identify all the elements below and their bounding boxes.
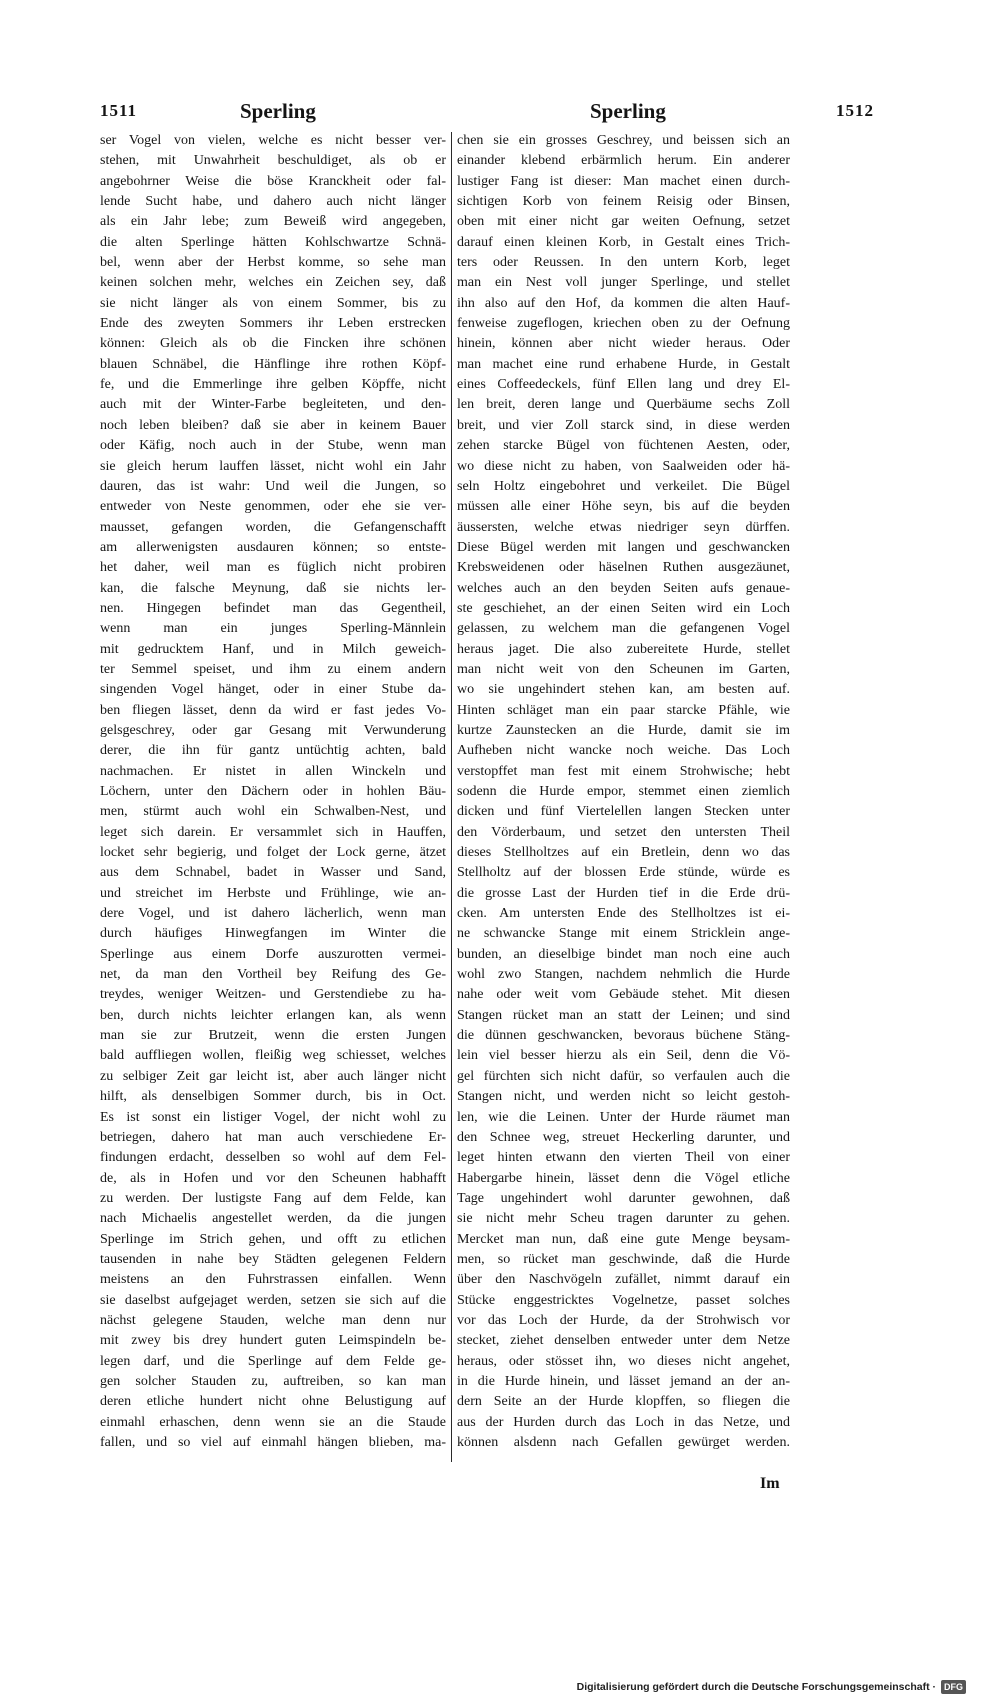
right-line: stecket, ziehet denselben entweder unter dem Netze	[457, 1333, 790, 1349]
right-line: lustiger Fang ist dieser: Man machet einen durch-	[457, 173, 790, 189]
left-line: mit gedrucktem Hanf, und in Milch geweich-	[100, 641, 446, 657]
right-line: den Schnee weg, streuet Heckerling darunter, und	[457, 1129, 790, 1145]
left-line: nach Michaelis angestellet werden, da die jungen	[100, 1211, 446, 1227]
left-line: noch leben bleiben? daß sie aber in keinem Bauer	[100, 417, 446, 433]
running-title-left: Sperling	[240, 99, 316, 123]
left-line: gen solcher Stauden zu, auftreiben, so kan man	[100, 1373, 446, 1389]
right-line: Stellholtz auf der blossen Erde stünde, würde es	[457, 865, 790, 881]
right-line: aus der Hurden durch das Loch in das Netze, und	[457, 1414, 790, 1430]
right-line: cken. Am untersten Ende des Stellholtzes ist ei-	[457, 906, 790, 922]
right-line: sodenn die Hurde empor, stemmet einen ziemlich	[457, 784, 790, 799]
funding-credit: Digitalisierung gefördert durch die Deutsche Forschungsgemeinschaft ·	[576, 1681, 936, 1693]
right-line: die dünnen geschwancken, bevoraus büchene Stäng-	[457, 1028, 790, 1044]
right-line: Stücke enggestricktes Vogelnetze, passet solches	[457, 1292, 790, 1308]
right-line: lein viel besser hierzu als ein Seil, denn die Vö-	[457, 1048, 790, 1064]
right-line: müssen alle einer Höhe seyn, bis auf die beyden	[457, 499, 790, 515]
right-line: len, wie die Leinen. Unter der Hurde räumet man	[457, 1109, 790, 1125]
right-line: darauf einen kleinen Korb, in Gestalt eines Trich-	[457, 234, 790, 250]
left-line: sie gleich herum lauffen lässet, nicht wohl ein Jahr	[100, 458, 446, 474]
left-line: bel, wenn aber der Herbst komme, so sehe man	[100, 255, 446, 271]
left-line: mausset, gefangen worden, die Gefangenschafft	[100, 519, 446, 535]
left-line: hilft, als denselbigen Sommer durch, bis in Oct.	[100, 1089, 446, 1105]
left-line: zu werden. Der lustigste Fang auf dem Felde, kan	[100, 1190, 446, 1206]
digitization-footer	[577, 1679, 966, 1695]
right-line: ters oder Reussen. In den untern Korb, leget	[457, 255, 790, 271]
right-line: fenweise zugeflogen, kriechen oben zu der Oefnung	[457, 316, 790, 332]
right-line: die grosse Last der Hurden tief in die Erde drü-	[457, 885, 790, 901]
left-line: meistens an den Fuhrstrassen einfallen. Wenn	[100, 1272, 446, 1288]
left-line: entweder von Neste genommen, oder ehe sie ver-	[100, 499, 446, 515]
left-line: treydes, weniger Weitzen- und Gerstendiebe zu ha-	[100, 987, 446, 1003]
left-line: net, da man den Vortheil bey Reifung des Ge-	[100, 967, 446, 983]
right-line: wohl zwo Stangen, nachdem nehmlich die Hurde	[457, 967, 790, 983]
left-line: stehen, mit Unwahrheit beschuldiget, als ob er	[100, 153, 446, 169]
left-line: oder Käfig, noch auch in der Stube, wenn man	[100, 438, 446, 454]
right-line: eines Coffeedeckels, fünf Ellen lang und drey El-	[457, 377, 790, 393]
left-line: aus dem Schnabel, badet in Wasser und Sand,	[100, 865, 446, 881]
left-line: nachmachen. Er nistet in allen Winckeln und	[100, 763, 446, 779]
right-line: seln Holtz eingebohret und verkeilet. Die Bügel	[457, 478, 790, 494]
left-line: am allerwenigsten ausdauren können; so entste-	[100, 539, 446, 555]
left-line: nen. Hingegen befindet man das Gegentheil,	[100, 600, 446, 616]
right-line: man machet eine rund erhabene Hurde, in Gestalt	[457, 356, 790, 372]
left-line: Ende des zweyten Sommers ihr Leben erstrecken	[100, 316, 446, 332]
right-line: breit, und vier Zoll starck sind, in diese werden	[457, 417, 790, 433]
left-line: keinen solchen mehr, welches ein Zeichen sey, daß	[100, 275, 446, 291]
left-line: wenn man ein junges Sperling-Männlein	[100, 621, 446, 637]
left-line: auch mit der Winter-Farbe begleiteten, und den-	[100, 397, 446, 413]
left-line: singenden Vogel hänget, oder in einer Stube da-	[100, 682, 446, 698]
right-line: Hinten schläget man ein paar starcke Pfähle, wie	[457, 702, 790, 718]
right-line: men, so rücket man geschwinde, daß die Hurde	[457, 1251, 790, 1267]
left-line: bald auffliegen wollen, fleißig weg schiesset, welches	[100, 1048, 446, 1064]
left-line: tausenden in nahe bey Städten gelegenen Feldern	[100, 1251, 446, 1267]
dfg-logo: DFG	[941, 1680, 966, 1694]
left-line: Sperlinge aus einem Dorfe auszurotten vermei-	[100, 946, 446, 962]
right-line: nahe oder weit vom Gebäude stehet. Mit diesen	[457, 987, 790, 1003]
left-line: Sperlinge im Strich gehen, und offt zu etlichen	[100, 1231, 446, 1247]
left-line: betriegen, dahero hat man auch verschiedene Er-	[100, 1129, 446, 1145]
left-line: fe, und die Emmerlinge ihre gelben Köpffe, nicht	[100, 377, 446, 393]
left-line: locket sehr begierig, und folget der Lock gerne, ätzet	[100, 845, 446, 861]
left-line: de, als in Hofen und vor den Scheunen habhafft	[100, 1170, 446, 1186]
left-line: sie nicht länger als von einem Sommer, bis zu	[100, 295, 446, 311]
right-line: kurtze Zaunstecken an die Hurde, damit sie im	[457, 722, 790, 738]
right-line: oben mit einer nicht gar weiten Oefnung, setzet	[457, 214, 790, 230]
left-line: ben fliegen lässet, denn da wird er fast jedes Vo-	[100, 702, 446, 718]
right-line: wo sie ungehindert stehen kan, am besten auf.	[457, 682, 790, 698]
right-line: man nicht weit von den Scheunen im Garten,	[457, 661, 790, 677]
left-line: blauen Schnäbel, die Hänflinge ihre rothen Köpf-	[100, 356, 446, 372]
left-line: dere Vogel, und ist dahero lächerlich, wenn man	[100, 906, 446, 922]
right-line: ne schwancke Stange mit einem Stricklein ange-	[457, 926, 790, 942]
right-line: chen sie ein grosses Geschrey, und beissen sich an	[457, 133, 790, 148]
left-line: und streichet im Herbste und Frühlinge, wie an-	[100, 885, 446, 901]
right-line: den Vörderbaum, und setzet den untersten Theil	[457, 824, 790, 840]
left-line: dauren, das ist wahr: Und weil die Jungen, so	[100, 478, 446, 494]
left-line: nächst gelegene Stauden, welche man denn nur	[100, 1312, 446, 1328]
left-line: einmahl erhaschen, denn wenn sie an die Staude	[100, 1414, 446, 1430]
right-line: Stangen rücket man an statt der Leinen; und sind	[457, 1007, 790, 1023]
right-line: äussersten, welche etwas niedriger seyn dürffen.	[457, 519, 790, 535]
left-line: zu selbiger Zeit gar leicht ist, aber auch länger nicht	[100, 1068, 446, 1084]
right-line: dern Seite an der Hurde klopffen, so fliegen die	[457, 1394, 790, 1410]
right-line: ste geschiehet, an der einen Seiten wird ein Loch	[457, 600, 790, 616]
left-line: können: Gleich als ob die Fincken ihre schönen	[100, 336, 446, 352]
right-line: welches auch an den beyden Seiten aufs genaue-	[457, 580, 790, 596]
left-line: ter Semmel speiset, und ihm zu einem andern	[100, 661, 446, 677]
page-number-left: 1511	[100, 101, 138, 120]
right-line: dieses Stellholtzes auf ein Bretlein, denn wo das	[457, 845, 790, 861]
left-line: als ein Jahr lebe; zum Beweiß wird angegeben,	[100, 214, 446, 230]
right-line: Diese Bügel werden mit langen und geschwancken	[457, 539, 790, 555]
left-line: leget sich darein. Er versammlet sich in Hauffen,	[100, 824, 446, 840]
left-line: derer, die ihn für gantz untüchtig achten, bald	[100, 743, 446, 759]
right-line: ihn also auf den Hof, da kommen die alten Hauf-	[457, 295, 790, 311]
right-line: Krebsweidenen oder häselnen Ruthen ausgezäunet,	[457, 560, 790, 576]
right-line: hinein, können aber nicht wieder heraus. Oder	[457, 336, 790, 352]
left-line: durch häufiges Hinwegfangen im Winter die	[100, 926, 446, 942]
right-line: Stangen nicht, und werden nicht so leicht gestoh-	[457, 1089, 790, 1105]
left-line: Es ist sonst ein listiger Vogel, der nicht wohl zu	[100, 1109, 446, 1125]
right-line: Mercket man nun, daß eine gute Menge beysam-	[457, 1231, 790, 1247]
left-line: gelsgeschrey, oder gar Gesang mit Verwunderung	[100, 722, 446, 738]
right-line: sie nicht mehr Scheu tragen darunter zu gehen.	[457, 1211, 790, 1227]
right-line: dicken und fünf Viertelellen langen Stecken unter	[457, 804, 790, 820]
column-divider	[451, 132, 452, 1462]
left-line: sie daselbst aufgejaget werden, setzen sie sich auf die	[100, 1292, 446, 1308]
right-line: wo diese nicht zu haben, von Saalweiden oder hä-	[457, 458, 790, 474]
right-line: einander klebend erbärmlich herum. Ein anderer	[457, 153, 790, 169]
right-line: len breit, deren lange und Querbäume sechs Zoll	[457, 397, 790, 413]
right-line: heraus jaget. Die also zubereitete Hurde, stellet	[457, 641, 790, 657]
right-line: können alsdenn nach Gefallen gewürget werden.	[457, 1435, 790, 1450]
left-line: man sie zur Brutzeit, wenn die ersten Jungen	[100, 1028, 446, 1044]
left-line: ser Vogel von vielen, welche es nicht besser ver-	[100, 133, 446, 148]
right-line: bunden, an dieselbige bindet man noch eine auch	[457, 946, 790, 962]
right-line: vor das Loch der Hurde, da der Strohwisch vor	[457, 1312, 790, 1328]
right-line: über den Naschvögeln zufället, nimmt darauf ein	[457, 1272, 790, 1288]
left-line: Löchern, unter den Dächern oder in hohlen Bäu-	[100, 784, 446, 799]
left-line: findungen erdacht, desselben so wohl auf dem Fel-	[100, 1150, 446, 1166]
page-number-right: 1512	[836, 101, 874, 120]
right-line: sichtigen Korb von feinem Reisig oder Binsen,	[457, 194, 790, 210]
left-line: mit zwey bis drey hundert guten Leimspindeln be-	[100, 1333, 446, 1349]
right-line: Aufheben nicht wancke noch weiche. Das Loch	[457, 743, 790, 759]
right-line: zehen starcke Bügel von füchtenen Aesten, oder,	[457, 438, 790, 454]
left-line: ben, durch nichts leichter erlangen kan, als wenn	[100, 1007, 446, 1023]
right-line: heraus, oder stösset ihn, wo dieses nicht angehet,	[457, 1353, 790, 1369]
right-line: Tage ungehindert wohl darunter gewohnen, daß	[457, 1190, 790, 1206]
right-line: gelassen, zu welchem man die gefangenen Vogel	[457, 621, 790, 637]
right-line: in die Hurde hinein, und lässet jemand an der an-	[457, 1373, 790, 1389]
right-line: gel fürchten sich nicht dafür, so verfaulen auch die	[457, 1068, 790, 1084]
left-line: fallen, und so viel auf einmahl hängen blieben, ma-	[100, 1435, 446, 1450]
right-line: Habergarbe hinein, lässet denn die Vögel etliche	[457, 1170, 790, 1186]
left-line: legen darf, und die Sperlinge auf dem Felde ge-	[100, 1353, 446, 1369]
right-line: man ein Nest voll junger Sperlinge, und stellet	[457, 275, 790, 291]
left-column	[100, 131, 446, 1453]
right-line: leget hinten etwann den vierten Theil von einer	[457, 1150, 790, 1166]
left-line: het daher, weil man es füglich nicht probiren	[100, 560, 446, 576]
left-line: men, stürmt auch wohl ein Schwalben-Nest, und	[100, 804, 446, 820]
catchword: Im	[760, 1475, 780, 1492]
left-line: kan, die falsche Meynung, daß sie nichts ler-	[100, 580, 446, 596]
left-line: die alten Sperlinge hätten Kohlschwartze Schnä-	[100, 234, 446, 250]
running-title-right: Sperling	[590, 99, 666, 123]
left-line: angebohrner Weise die böse Kranckheit oder fal-	[100, 173, 446, 189]
left-line: deren etliche hundert nicht ohne Belustigung auf	[100, 1394, 446, 1410]
right-column	[457, 131, 790, 1453]
right-line: verstopffet man fest mit einem Strohwische; hebt	[457, 763, 790, 779]
left-line: lende Sucht habe, und dahero auch nicht länger	[100, 194, 446, 210]
